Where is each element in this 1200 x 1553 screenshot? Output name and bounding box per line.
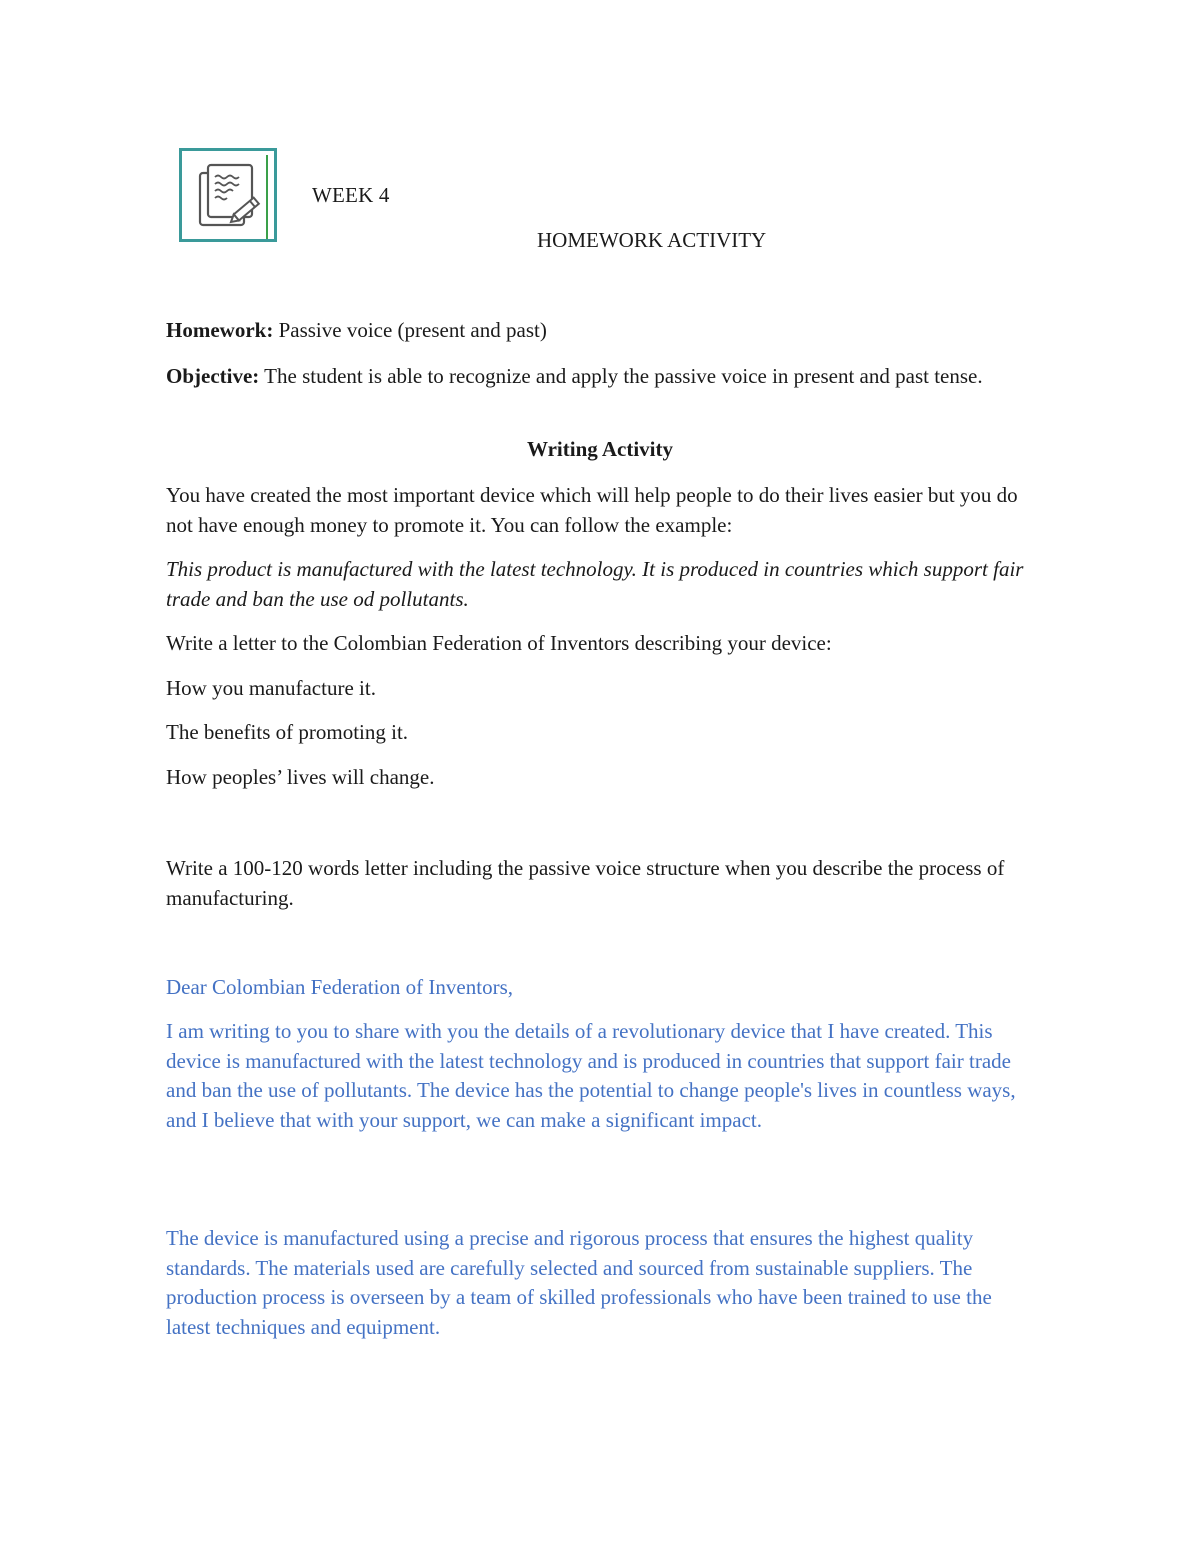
week-label: WEEK 4	[312, 183, 390, 207]
point-lives: How peoples’ lives will change.	[166, 765, 435, 789]
homework-logo	[179, 148, 277, 242]
homework-line	[166, 316, 1046, 346]
task-instruction: Write a 100-120 words letter including the passive voice structure when you describe the process of manufacturing.	[166, 856, 1005, 910]
example-text: This product is manufactured with the latest technology. It is produced in countries which support fair trade and ban the use od pollutants.	[166, 557, 1024, 611]
page-title: HOMEWORK ACTIVITY	[537, 228, 767, 252]
objective-text: The student is able to recognize and apply the passive voice in present and past tense.	[259, 364, 983, 388]
letter-salutation: Dear Colombian Federation of Inventors,	[166, 975, 513, 999]
letter-paragraph-1: I am writing to you to share with you the details of a revolutionary device that I have created. This device is manufactured with the latest technology and is produced in countries that support fair trade and ban the use of pollutants. The device has the potential to change people's lives in countless ways, and I believe that with your support, we can make a significant impact.	[166, 1019, 1016, 1132]
objective-line	[166, 362, 1041, 392]
objective-label: Objective:	[166, 364, 260, 388]
homework-document-pencil-icon	[182, 151, 274, 239]
homework-label: Homework:	[166, 318, 274, 342]
point-manufacture: How you manufacture it.	[166, 676, 376, 700]
activity-instruction: Write a letter to the Colombian Federation of Inventors describing your device:	[166, 631, 832, 655]
letter-paragraph-2: The device is manufactured using a precise and rigorous process that ensures the highest quality standards. The materials used are carefully selected and sourced from sustainable suppliers. The production process is overseen by a team of skilled professionals who have been trained to use the latest techniques and equipment.	[166, 1226, 992, 1339]
homework-text: Passive voice (present and past)	[273, 318, 547, 342]
writing-activity-title: Writing Activity	[526, 437, 673, 461]
point-benefits: The benefits of promoting it.	[166, 720, 409, 744]
activity-intro: You have created the most important device which will help people to do their lives easier but you do not have enough money to promote it. You can follow the example:	[166, 483, 1018, 537]
accent-bar	[266, 155, 268, 239]
